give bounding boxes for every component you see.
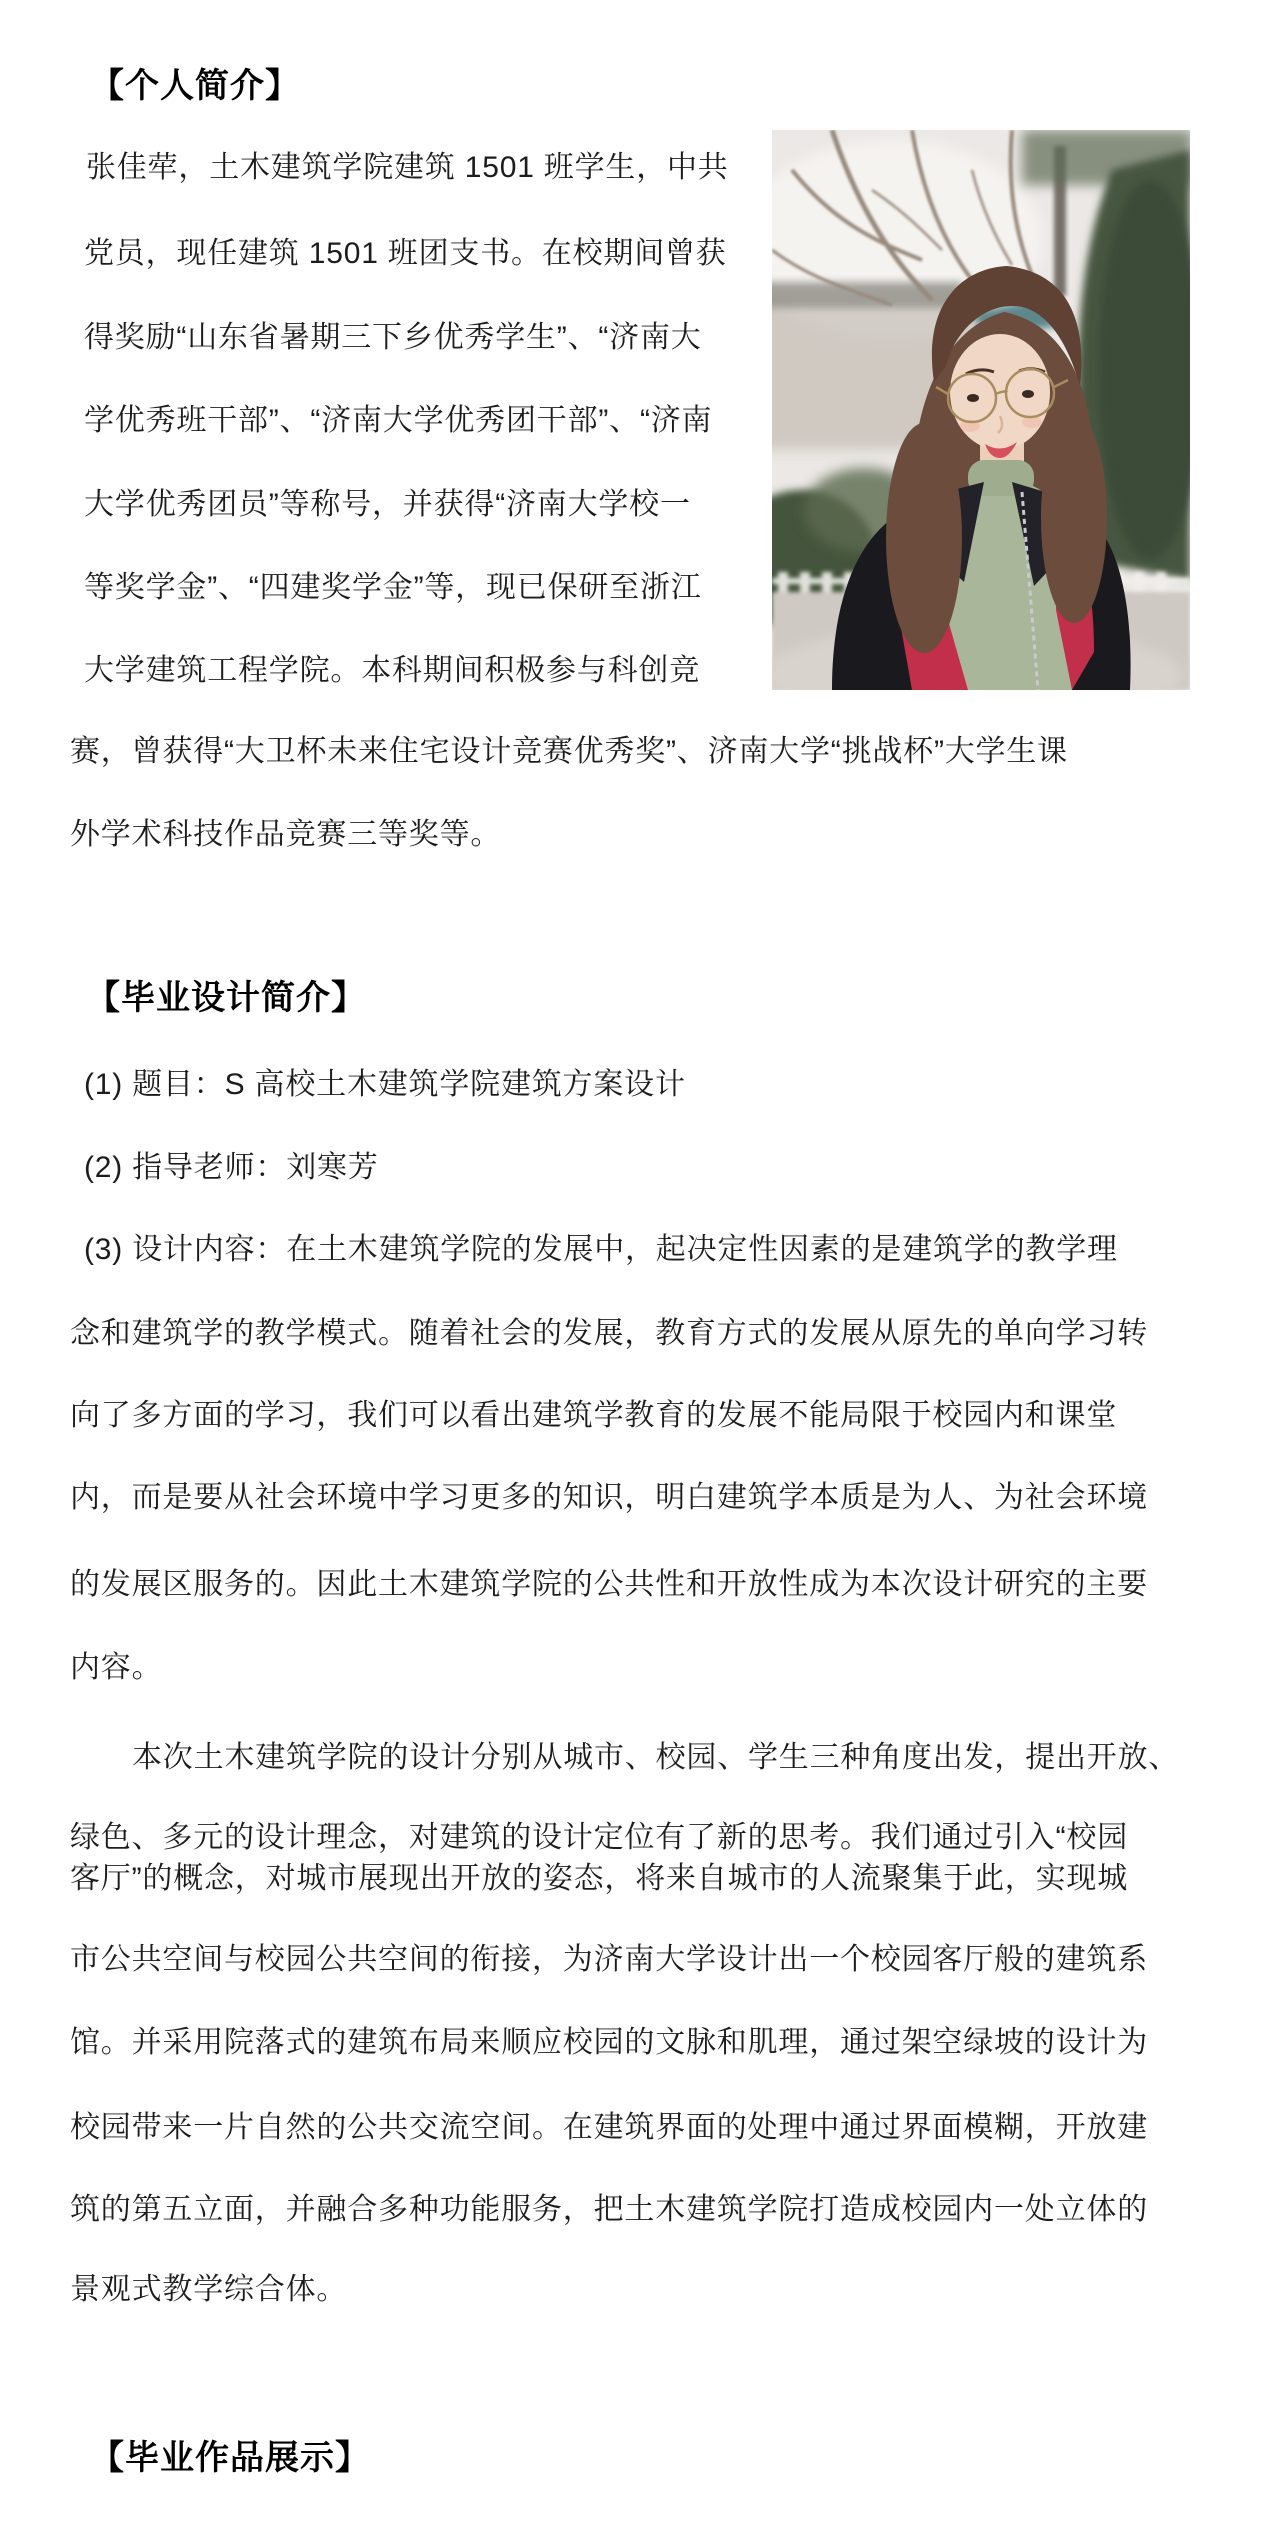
paragraph-line: 外学术科技作品竞赛三等奖等。	[70, 818, 502, 851]
paragraph-line: 内容。	[70, 1651, 163, 1684]
paragraph-line: 的发展区服务的。因此土木建筑学院的公共性和开放性成为本次设计研究的主要	[70, 1568, 1148, 1601]
paragraph-line: 客厅”的概念，对城市展现出开放的姿态，将来自城市的人流聚集于此，实现城	[70, 1862, 1128, 1895]
hair-front-right	[1041, 413, 1107, 623]
section-heading-works: 【毕业作品展示】	[90, 2439, 370, 2477]
paragraph-line: 馆。并采用院落式的建筑布局来顺应校园的文脉和肌理，通过架空绿坡的设计为	[70, 2026, 1148, 2059]
paragraph-line: 本次土木建筑学院的设计分别从城市、校园、学生三种角度出发，提出开放、	[132, 1741, 1180, 1774]
student-photo	[772, 130, 1190, 690]
student-photo-svg	[772, 130, 1190, 690]
paragraph-line: 内，而是要从社会环境中学习更多的知识，明白建筑学本质是为人、为社会环境	[70, 1481, 1148, 1514]
paragraph-line: 校园带来一片自然的公共交流空间。在建筑界面的处理中通过界面模糊，开放建	[70, 2111, 1148, 2144]
paragraph-line: 筑的第五立面，并融合多种功能服务，把土木建筑学院打造成校园内一处立体的	[70, 2193, 1148, 2226]
paragraph-line: 党员，现任建筑 1501 班团支书。在校期间曾获	[84, 237, 727, 270]
paragraph-line: 大学建筑工程学院。本科期间积极参与科创竞	[84, 654, 700, 687]
design-item-title: (1) 题目：S 高校土木建筑学院建筑方案设计	[84, 1068, 686, 1101]
paragraph-line: 念和建筑学的教学模式。随着社会的发展，教育方式的发展从原先的单向学习转	[70, 1317, 1148, 1350]
section-heading-profile: 【个人简介】	[90, 67, 300, 105]
section-heading-design: 【毕业设计简介】	[86, 979, 366, 1017]
paragraph-line: 市公共空间与校园公共空间的衔接，为济南大学设计出一个校园客厅般的建筑系	[70, 1943, 1148, 1976]
paragraph-line: 得奖励“山东省暑期三下乡优秀学生”、“济南大	[84, 321, 702, 354]
paragraph-line: 等奖学金”、“四建奖学金”等，现已保研至浙江	[84, 571, 702, 604]
paragraph-line: 赛，曾获得“大卫杯未来住宅设计竞赛优秀奖”、济南大学“挑战杯”大学生课	[70, 735, 1068, 768]
paragraph-line: 张佳荦，土木建筑学院建筑 1501 班学生，中共	[86, 151, 729, 184]
paragraph-line: 学优秀班干部”、“济南大学优秀团干部”、“济南	[84, 404, 713, 437]
hair-front-left	[886, 423, 962, 653]
design-item-advisor: (2) 指导老师：刘寒芳	[84, 1151, 379, 1184]
eye-left	[967, 394, 979, 402]
paragraph-line: 向了多方面的学习，我们可以看出建筑学教育的发展不能局限于校园内和课堂	[70, 1399, 1118, 1432]
paragraph-line: 景观式教学综合体。	[70, 2273, 348, 2306]
paragraph-line: (3) 设计内容：在土木建筑学院的发展中，起决定性因素的是建筑学的教学理	[84, 1233, 1118, 1266]
eye-right	[1022, 390, 1034, 398]
paragraph-line: 绿色、多元的设计理念，对建筑的设计定位有了新的思考。我们通过引入“校园	[70, 1821, 1128, 1854]
paragraph-line: 大学优秀团员”等称号，并获得“济南大学校一	[84, 488, 691, 521]
